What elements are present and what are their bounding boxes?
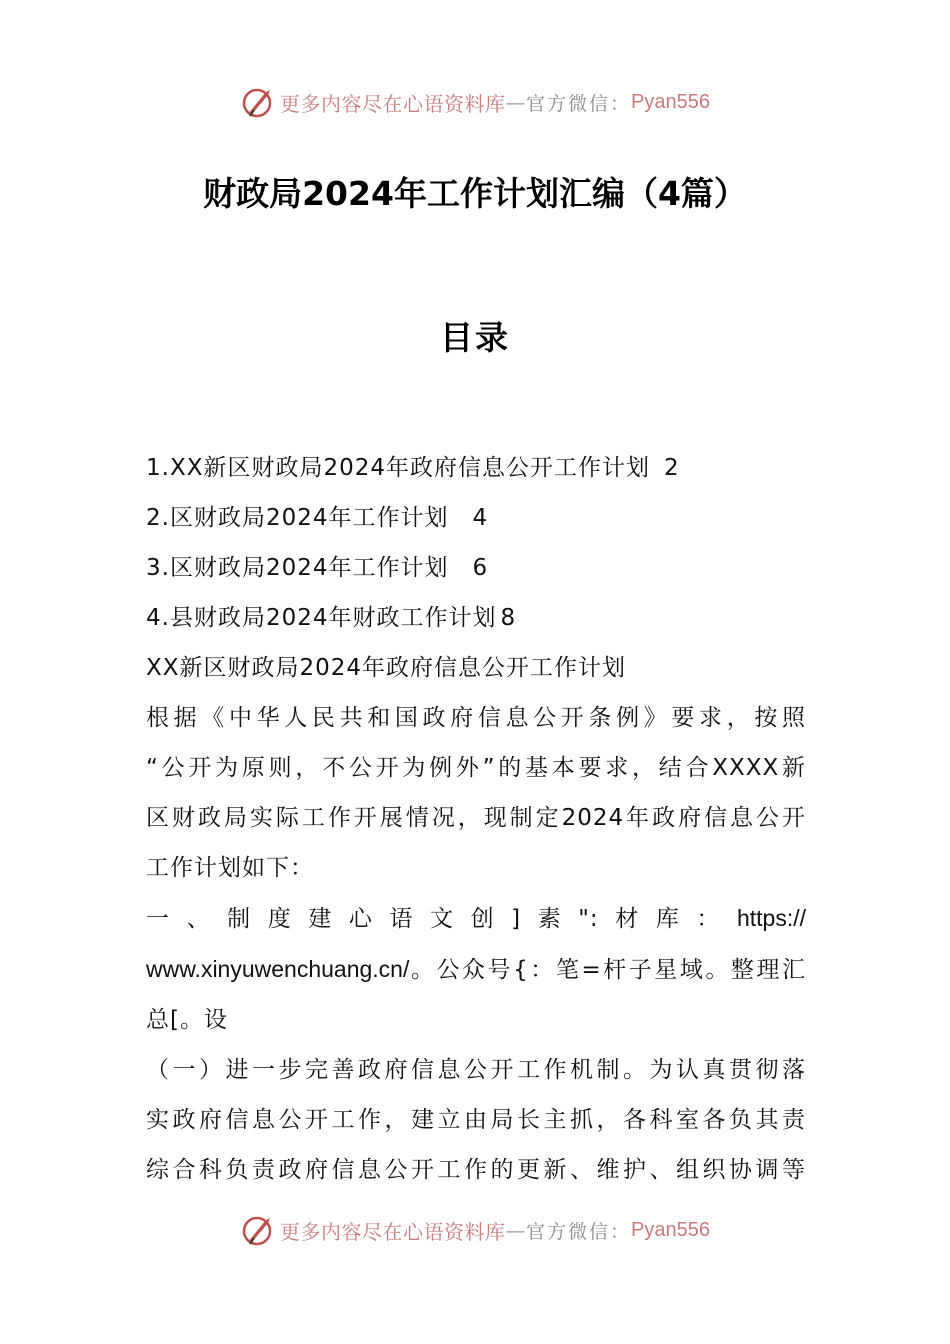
quill-pen-logo-icon <box>240 84 276 120</box>
paragraph-line: 区财政局实际工作开展情况，现制定2024年政府信息公开 <box>146 805 806 831</box>
document-body <box>146 443 806 1195</box>
banner-wechat-id: Pyan556 <box>631 90 710 113</box>
paragraph-line: 根据《中华人民共和国政府信息公开条例》要求，按照 <box>146 705 806 731</box>
document-title: 财政局2024年工作计划汇编（4篇） <box>203 174 747 213</box>
banner-text: 更多内容尽在心语资料库 <box>280 1219 506 1244</box>
paragraph-line: 综合科负责政府信息公开工作的更新、维护、组织协调等 <box>146 1157 806 1183</box>
toc-item-page: 6 <box>472 555 489 581</box>
toc-item-label: 4.县财政局2024年财政工作计划 <box>146 605 497 631</box>
banner-dash: — <box>505 90 526 114</box>
paragraph-line: （一）进一步完善政府信息公开工作机制。为认真贯彻落 <box>146 1057 806 1083</box>
paragraph-line: 工作计划如下： <box>146 855 314 881</box>
paragraph-text: 。公众号{：笔=杆子星域。整理汇 <box>409 957 806 983</box>
banner-wechat-label: 官方微信： <box>526 92 632 115</box>
toc-item-label: 1.XX新区财政局2024年政府信息公开工作计划 <box>146 455 650 481</box>
section-heading: XX新区财政局2024年政府信息公开工作计划 <box>146 655 627 681</box>
toc-item[interactable] <box>146 493 806 543</box>
toc-item-page: 4 <box>472 505 489 531</box>
toc-item[interactable] <box>146 593 806 643</box>
banner-wechat-label: 官方微信： <box>526 1220 632 1243</box>
toc-item-page: 2 <box>664 455 680 481</box>
url-text: https:// <box>736 905 806 931</box>
toc-item-label: 3.区财政局2024年工作计划 <box>146 555 449 581</box>
paragraph-line <box>146 944 806 995</box>
toc-item-page: 8 <box>500 605 517 631</box>
paragraph-line: 总[。设 <box>146 1007 228 1033</box>
toc-heading: 目录 <box>440 318 510 357</box>
banner-wechat-id: Pyan556 <box>631 1218 710 1241</box>
footer-watermark-banner <box>0 1208 950 1252</box>
quill-pen-logo-icon <box>240 1212 276 1248</box>
banner-text: 更多内容尽在心语资料库 <box>280 91 506 116</box>
paragraph-text: 一、制度建心语文创]素":材库： <box>146 906 737 932</box>
toc-item[interactable] <box>146 543 806 593</box>
paragraph-line: 实政府信息公开工作，建立由局长主抓，各科室各负其责 <box>146 1107 806 1133</box>
banner-dash: — <box>505 1218 526 1242</box>
toc-item-label: 2.区财政局2024年工作计划 <box>146 505 449 531</box>
url-text: www.xinyuwenchuang.cn/ <box>146 956 410 982</box>
toc-item[interactable] <box>146 443 806 493</box>
paragraph-line: “公开为原则，不公开为例外”的基本要求，结合XXXX新 <box>146 755 806 781</box>
paragraph-line <box>146 893 806 944</box>
header-watermark-banner <box>0 80 950 124</box>
